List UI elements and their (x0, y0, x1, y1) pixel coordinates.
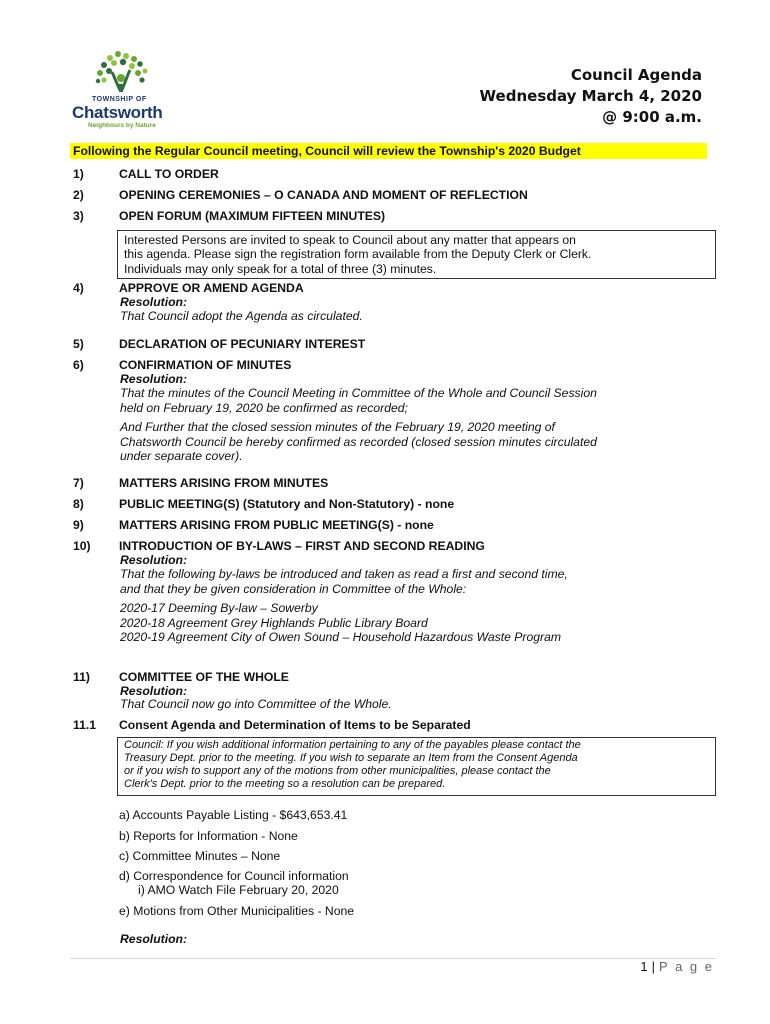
resolution-label: Resolution: (120, 932, 188, 946)
item-heading: CONFIRMATION OF MINUTES (119, 358, 292, 372)
item-heading: CALL TO ORDER (119, 167, 219, 181)
consent-item: d) Correspondence for Council information (119, 869, 349, 883)
item-number: 9) (73, 518, 84, 532)
budget-banner: Following the Regular Council meeting, Council will review the Township's 2020 Budget (70, 143, 707, 159)
item-heading: DECLARATION OF PECUNIARY INTEREST (119, 337, 366, 351)
item-number: 11.1 (73, 718, 97, 732)
agenda-date: Wednesday March 4, 2020 (479, 87, 702, 105)
item-number: 3) (73, 209, 84, 223)
item-number: 6) (73, 358, 84, 372)
item-heading: Consent Agenda and Determination of Items to be Separated (119, 718, 471, 732)
agenda-time: @ 9:00 a.m. (602, 108, 702, 126)
consent-note: Council: If you wish additional information pertaining to any of the payables please contact the Treasury Dept. prior to the meeting. If you wish to separate an Item from the Consent Agenda or if you wish to support any of the motions from other municipalities, please contact the Clerk's Dept. prior to the meeting so a resolution can be prepared. (124, 739, 581, 790)
item-number: 1) (73, 167, 84, 181)
page-footer (640, 959, 714, 974)
item-number: 4) (73, 281, 84, 295)
item-heading: PUBLIC MEETING(S) (Statutory and Non-Statutory) - none (119, 497, 455, 511)
consent-item: b) Reports for Information - None (119, 829, 298, 843)
item-heading: OPENING CEREMONIES – O CANADA AND MOMENT OF REFLECTION (119, 188, 528, 202)
item-heading: MATTERS ARISING FROM PUBLIC MEETING(S) - none (119, 518, 434, 532)
item-number: 5) (73, 337, 84, 351)
open-forum-note: Interested Persons are invited to speak to Council about any matter that appears on this agenda. Please sign the registration form available from the Deputy Clerk or Clerk. Individuals may only speak for a total of three (3) minutes. (124, 233, 592, 276)
open-forum-note-box (117, 230, 716, 279)
item-heading: INTRODUCTION OF BY-LAWS – FIRST AND SECOND READING (119, 539, 485, 553)
resolution-text: That Council now go into Committee of the Whole. (120, 697, 392, 711)
resolution-text: And Further that the closed session minutes of the February 19, 2020 meeting of Chatsworth Council be hereby confirmed as recorded (closed session minutes circulated under separate cover). (120, 420, 597, 463)
item-number: 11) (73, 670, 90, 684)
resolution-label: Resolution: (120, 553, 188, 567)
item-number: 7) (73, 476, 84, 490)
logo-township-of: TOWNSHIP OF (92, 96, 147, 103)
consent-item: c) Committee Minutes – None (119, 849, 281, 863)
page-number: 1 (640, 959, 648, 974)
item-heading: COMMITTEE OF THE WHOLE (119, 670, 289, 684)
bylaw-list: 2020-17 Deeming By-law – Sowerby 2020-18 Agreement Grey Highlands Public Library Board 2020-19 Agreement City of Owen Sound – Household Hazardous Waste Program (120, 601, 562, 644)
consent-note-box (117, 737, 716, 796)
consent-subitem: i) AMO Watch File February 20, 2020 (138, 883, 339, 897)
item-number: 2) (73, 188, 84, 202)
item-number: 8) (73, 497, 84, 511)
resolution-text: That the following by-laws be introduced and taken as read a first and second time, and that they be given consideration in Committee of the Whole: (120, 567, 568, 596)
logo-name: Chatsworth (72, 103, 163, 122)
page-label: P a g e (659, 959, 714, 974)
logo-tagline: Neighbours by Nature (88, 122, 156, 129)
footer-divider (70, 958, 716, 959)
item-heading: APPROVE OR AMEND AGENDA (119, 281, 304, 295)
footer-separator: | (651, 959, 656, 974)
resolution-label: Resolution: (120, 684, 188, 698)
consent-item: a) Accounts Payable Listing - $643,653.41 (119, 808, 348, 822)
item-heading: OPEN FORUM (MAXIMUM FIFTEEN MINUTES) (119, 209, 386, 223)
resolution-label: Resolution: (120, 372, 188, 386)
consent-item: e) Motions from Other Municipalities - None (119, 904, 355, 918)
item-number: 10) (73, 539, 91, 553)
resolution-label: Resolution: (120, 295, 188, 309)
agenda-title: Council Agenda (570, 66, 702, 84)
resolution-text: That Council adopt the Agenda as circulated. (120, 309, 363, 323)
resolution-text: That the minutes of the Council Meeting in Committee of the Whole and Council Session held on February 19, 2020 be confirmed as recorded; (120, 386, 597, 415)
item-heading: MATTERS ARISING FROM MINUTES (119, 476, 329, 490)
